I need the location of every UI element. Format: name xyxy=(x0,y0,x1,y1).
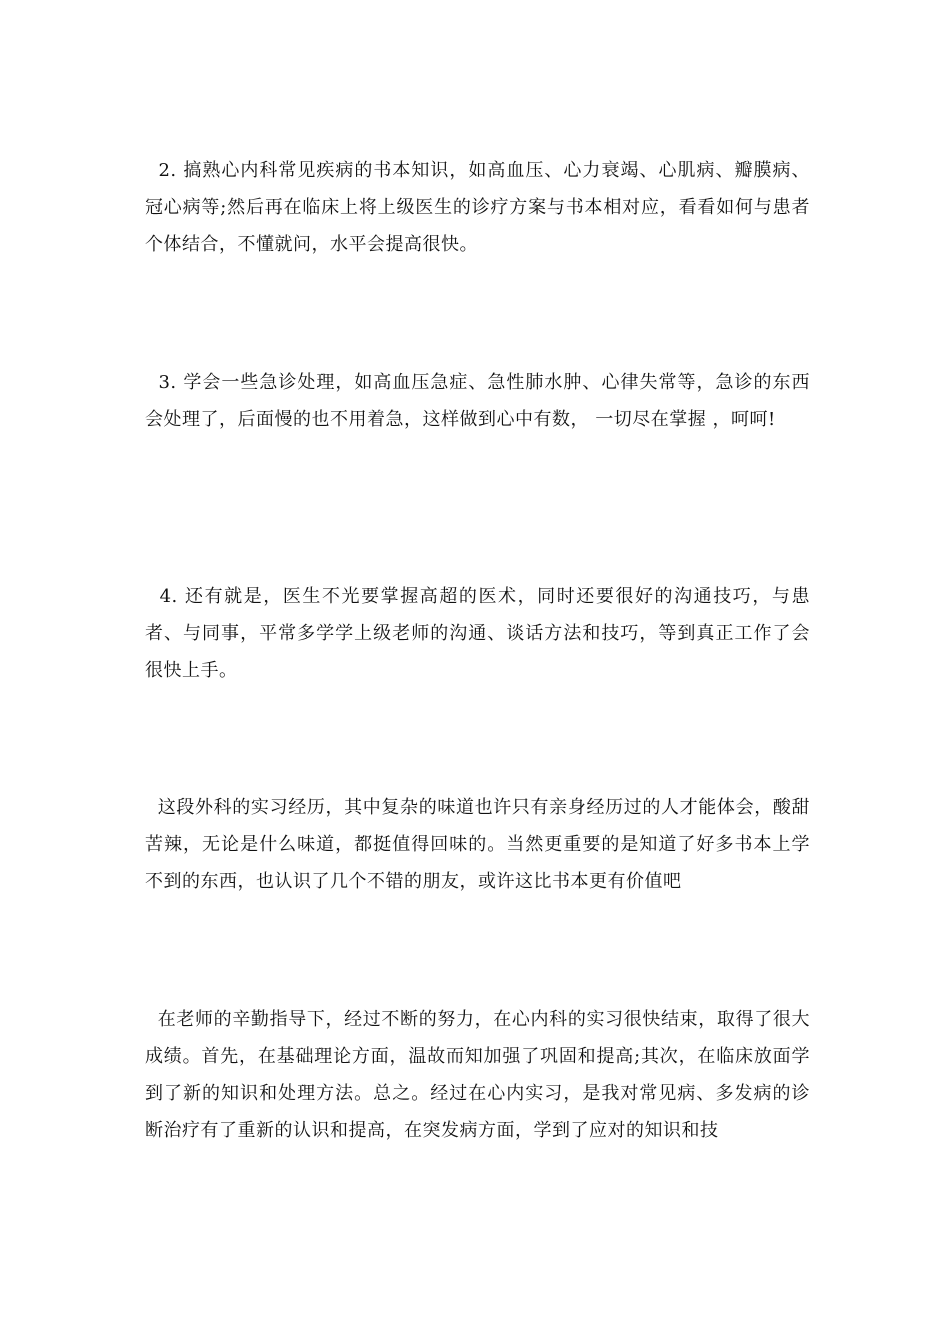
paragraph-4 xyxy=(145,789,810,900)
paragraph-1 xyxy=(145,152,810,263)
paragraph-2-text: 3. 学会一些急诊处理，如高血压急症、急性肺水肿、心律失常等，急诊的东西会处理了，后面慢的也不用着急，这样做到心中有数， 一切尽在掌握 ，呵呵! xyxy=(145,372,810,430)
paragraph-1-text: 2. 搞熟心内科常见疾病的书本知识，如高血压、心力衰竭、心肌病、瓣膜病、冠心病等;然后再在临床上将上级医生的诊疗方案与书本相对应，看看如何与患者个体结合，不懂就问，水平会提高很快。 xyxy=(145,160,810,255)
paragraph-3 xyxy=(145,578,810,689)
paragraph-2 xyxy=(145,364,810,438)
paragraph-5 xyxy=(145,1001,810,1149)
paragraph-5-text: 在老师的辛勤指导下，经过不断的努力，在心内科的实习很快结束，取得了很大成绩。首先，在基础理论方面，温故而知加强了巩固和提高;其次，在临床放面学到了新的知识和处理方法。总之。经过在心内实习，是我对常见病、多发病的诊断治疗有了重新的认识和提高，在突发病方面，学到了应对的知识和技 xyxy=(145,1009,810,1141)
paragraph-3-text: 4. 还有就是，医生不光要掌握高超的医术，同时还要很好的沟通技巧，与患者、与同事，平常多学学上级老师的沟通、谈话方法和技巧，等到真正工作了会很快上手。 xyxy=(145,586,810,681)
paragraph-4-text: 这段外科的实习经历，其中复杂的味道也许只有亲身经历过的人才能体会，酸甜苦辣，无论是什么味道，都挺值得回味的。当然更重要的是知道了好多书本上学不到的东西，也认识了几个不错的朋友，或许这比书本更有价值吧 xyxy=(145,797,810,892)
